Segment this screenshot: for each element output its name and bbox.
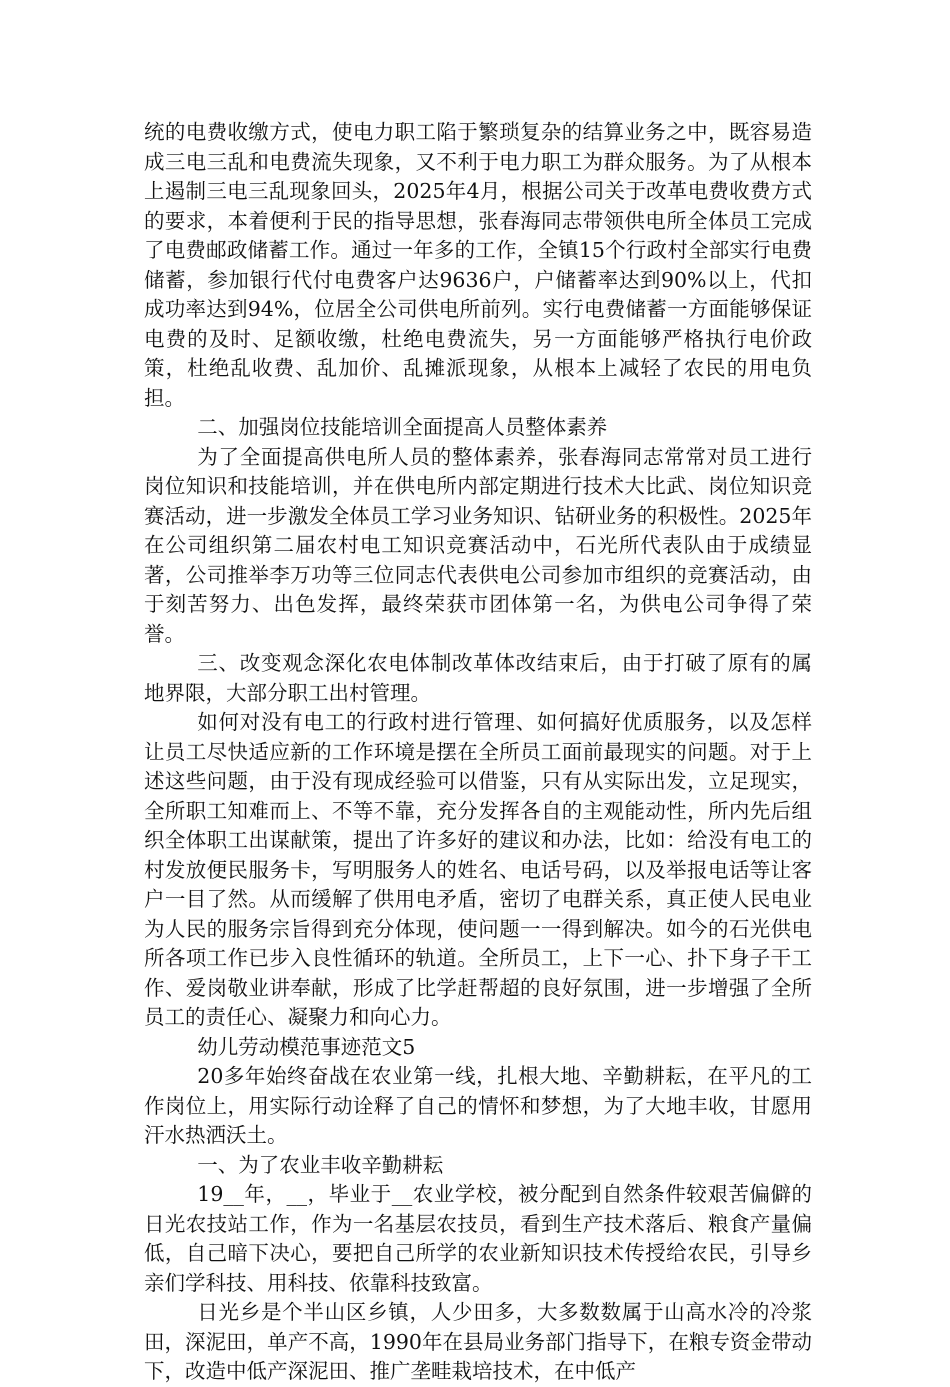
body-paragraph: 统的电费收缴方式，使电力职工陷于繁琐复杂的结算业务之中，既容易造成三电三乱和电费流失现象，又不利于电力职工为群众服务。为了从根本上遏制三电三乱现象回头，2025年4月，根据公司关于改革电费收费方式的要求，本着便利于民的指导思想，张春海同志带领供电所全体员工完成了电费邮政储蓄工作。通过一年多的工作，全镇15个行政村全部实行电费储蓄，参加银行代付电费客户达9636户，户储蓄率达到90%以上，代扣成功率达到94%，位居全公司供电所前列。实行电费储蓄一方面能够保证电费的及时、足额收缴，杜绝电费流失，另一方面能够严格执行电价政策，杜绝乱收费、乱加价、乱摊派现象，从根本上减轻了农民的用电负担。 [144,120,812,410]
body-paragraph: 20多年始终奋战在农业第一线，扎根大地、辛勤耕耘，在平凡的工作岗位上，用实际行动诠释了自己的情怀和梦想，为了大地丰收，甘愿用汗水热洒沃土。 [144,1064,812,1147]
body-paragraph: 日光乡是个半山区乡镇，人少田多，大多数数属于山高水冷的冷浆田，深泥田，单产不高，1990年在县局业务部门指导下，在粮专资金带动下，改造中低产深泥田、推广垄畦栽培技术，在中低产 [144,1300,812,1383]
section-heading: 二、加强岗位技能培训全面提高人员整体素养 [197,415,608,439]
body-paragraph: 19__年，__，毕业于__农业学校，被分配到自然条件较艰苦偏僻的日光农技站工作，作为一名基层农技员，看到生产技术落后、粮食产量偏低，自己暗下决心，要把自己所学的农业新知识技术传授给农民，引导乡亲们学科技、用科技、依靠科技致富。 [144,1182,812,1295]
section-heading: 一、为了农业丰收辛勤耕耘 [197,1152,444,1177]
section-heading: 三、改变观念深化农电体制改革体改结束后，由于打破了原有的属地界限，大部分职工出村管理。 [144,651,812,705]
article-title: 幼儿劳动模范事迹范文5 [197,1034,416,1059]
body-paragraph: 为了全面提高供电所人员的整体素养，张春海同志常常对员工进行岗位知识和技能培训，并在供电所内部定期进行技术大比武、岗位知识竞赛活动，进一步激发全体员工学习业务知识、钻研业务的积极性。2025年在公司组织第二届农村电工知识竞赛活动中，石光所代表队由于成绩显著，公司推举李万功等三位同志代表供电公司参加市组织的竞赛活动，由于刻苦努力、出色发挥，最终荣获市团体第一名，为供电公司争得了荣誉。 [144,444,812,646]
body-paragraph: 如何对没有电工的行政村进行管理、如何搞好优质服务，以及怎样让员工尽快适应新的工作环境是摆在全所员工面前最现实的问题。对于上述这些问题，由于没有现成经验可以借鉴，只有从实际出发，立足现实，全所职工知难而上、不等不靠，充分发挥各自的主观能动性，所内先后组织全体职工出谋献策，提出了许多好的建议和办法，比如：给没有电工的村发放便民服务卡，写明服务人的姓名、电话号码，以及举报电话等让客户一目了然。从而缓解了供用电矛盾，密切了电群关系，真正使人民电业为人民的服务宗旨得到充分体现，使问题一一得到解决。如今的石光供电所各项工作已步入良性循环的轨道。全所员工，上下一心、扑下身子干工作、爱岗敬业讲奉献，形成了比学赶帮超的良好氛围，进一步增强了全所员工的责任心、凝聚力和向心力。 [144,710,812,1029]
document-page [144,118,812,1387]
